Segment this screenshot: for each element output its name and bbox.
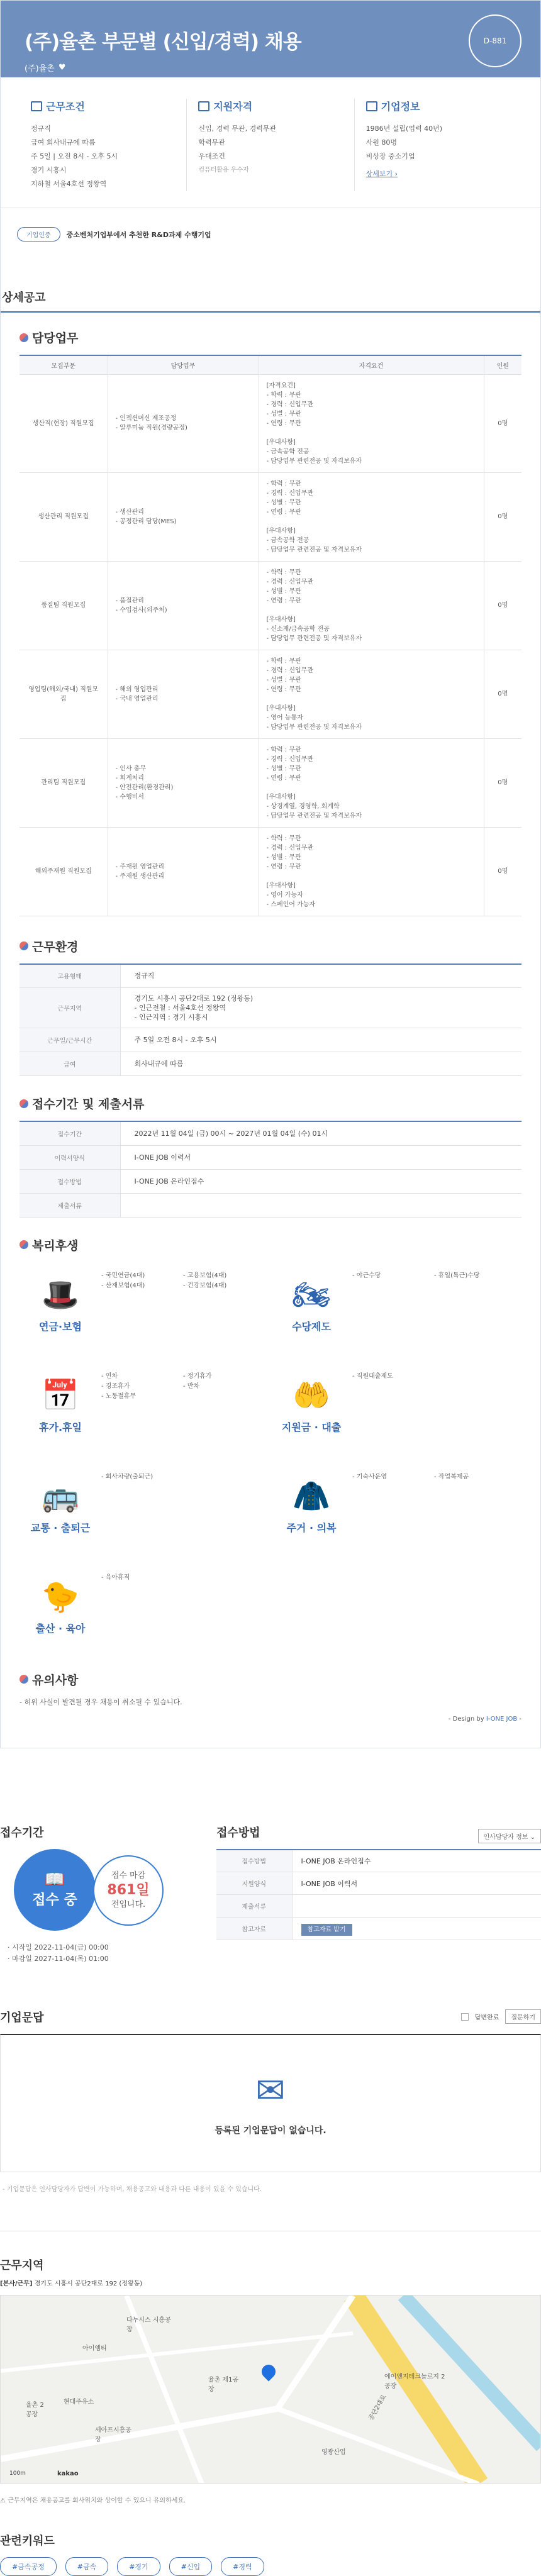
duty-count: 0명 xyxy=(484,561,521,650)
env-table xyxy=(20,963,521,1077)
company-name[interactable]: (주)율촌 xyxy=(25,64,55,74)
cond-line: 지하철 서울4호선 정왕역 xyxy=(31,180,107,188)
location-note: 근무지역은 채용공고를 회사위치와 상이할 수 있으니 유의하세요. xyxy=(8,2497,186,2504)
kv-value: 회사내규에 따름 xyxy=(120,1052,521,1076)
work-conditions-title: 근무조건 xyxy=(46,101,85,113)
notice-title: 유의사항 xyxy=(32,1673,79,1687)
company-info xyxy=(354,99,521,191)
map-label: 현대주유소 xyxy=(64,2398,94,2406)
apply-section xyxy=(0,1824,541,1965)
period-title: 접수기간 및 제출서류 xyxy=(32,1097,145,1111)
remain-circle xyxy=(93,1855,164,1926)
benefit-icon-block xyxy=(270,1372,352,1463)
duty-task: - 해외 영업관리 - 국내 영업관리 xyxy=(108,650,259,738)
dday-badge: D-881 xyxy=(469,14,521,67)
duty-req: - 학력 : 무관 - 경력 : 신입무관 - 성별 : 무관 - 연령 : 무관 [우대사항] - 신소재/금속공학 전공 - 담당업무 관련전공 및 자격보유자 xyxy=(259,561,484,650)
notice-text: - 허위 사실이 발견될 경우 채용이 취소될 수 있습니다. xyxy=(20,1697,182,1706)
apply-title: 접수기간 xyxy=(0,1826,44,1840)
map-label: 아이엠티 xyxy=(82,2345,107,2352)
remain-post: 전입니다. xyxy=(111,1899,146,1909)
duty-dept: 영업팀(해외/국내) 직원모집 xyxy=(20,650,108,738)
map-scale: 100m xyxy=(9,2470,26,2477)
benefit-icon: 🤲 xyxy=(293,1377,330,1413)
apply-status: 접수 중 xyxy=(32,1892,77,1908)
duty-row xyxy=(20,650,521,738)
bullet-dot-icon xyxy=(20,941,28,950)
addr-text: 경기도 시흥시 공단2대로 192 (정왕동) xyxy=(34,2280,143,2287)
method-value xyxy=(292,1895,541,1918)
apply-method xyxy=(208,1824,541,1965)
benefit-group xyxy=(20,1564,270,1665)
benefit-item: - 건강보험(4대) xyxy=(183,1282,227,1289)
benefit-icon: 🚌 xyxy=(42,1478,79,1514)
map-label: 다누시스 시흥공장 xyxy=(126,2316,171,2333)
duty-title: 담당업무 xyxy=(32,331,79,345)
kv-row xyxy=(20,1052,521,1076)
reference-download-button[interactable]: 참고자료 받기 xyxy=(301,1924,352,1936)
benefit-item: - 육아휴직 xyxy=(101,1574,130,1581)
cond-line: 주 5일 | 오전 8시 - 오후 5시 xyxy=(31,152,118,160)
map-label: 율촌 제1공장 xyxy=(208,2376,239,2393)
keyword-pill[interactable]: #경력 xyxy=(221,2557,264,2576)
method-title: 접수방법 xyxy=(216,1826,260,1840)
keyword-pill[interactable]: #금속 xyxy=(65,2557,108,2576)
qa-empty-text: 등록된 기업문답이 없습니다. xyxy=(215,2125,326,2136)
benefit-item: - 정기휴가 xyxy=(183,1372,212,1380)
benefit-name: 수당제도 xyxy=(292,1320,331,1333)
benefit-icon-block xyxy=(20,1271,101,1363)
qual-line: 우대조건 xyxy=(198,152,225,160)
addr-label: [본사/근무] xyxy=(0,2280,33,2287)
kv-key: 급여 xyxy=(20,1052,120,1076)
certification-text: 중소벤처기업부에서 추천한 R&D과제 수행기업 xyxy=(66,230,211,239)
kv-value: 주 5일 오전 8시 - 오후 5시 xyxy=(120,1028,521,1052)
location-title: 근무지역 xyxy=(0,2258,44,2272)
benefit-icon: 🎩 xyxy=(42,1277,79,1313)
status-circle xyxy=(14,1849,96,1931)
map-logo: kakao xyxy=(57,2470,79,2477)
welfare-title: 복리후생 xyxy=(32,1238,79,1253)
benefit-item: - 국민연금(4대) xyxy=(101,1272,145,1279)
map-label: 영광산업 xyxy=(321,2448,346,2456)
benefit-icon-block xyxy=(20,1573,101,1665)
kv-key: 고용형태 xyxy=(20,964,120,988)
kv-row xyxy=(20,1145,521,1169)
benefit-name: 출산 · 육아 xyxy=(35,1622,86,1635)
keyword-pill[interactable]: #신입 xyxy=(169,2557,212,2576)
benefit-icon: 🧥 xyxy=(293,1478,330,1514)
kv-row xyxy=(20,1193,521,1217)
duty-row xyxy=(20,374,521,472)
cond-line: 급여 회사내규에 따름 xyxy=(31,138,96,147)
benefit-items xyxy=(352,1372,510,1463)
duty-task: - 인사 총무 - 회계처리 - 안전관리(환경관리) - 수행비서 xyxy=(108,738,259,827)
kv-key: 접수기간 xyxy=(20,1121,120,1145)
kv-row xyxy=(20,1169,521,1193)
kv-key: 접수방법 xyxy=(20,1169,120,1193)
start-date: · 시작일 2022-11-04(금) 00:00 xyxy=(8,1943,109,1951)
qual-line: 학력무관 xyxy=(198,138,225,147)
cond-line: 경기 시흥시 xyxy=(31,166,67,174)
certification-pill: 기업인증 xyxy=(17,227,60,242)
map-label: 율촌 2공장 xyxy=(26,2401,44,2418)
answered-checkbox[interactable] xyxy=(461,2013,469,2021)
map[interactable] xyxy=(0,2295,541,2484)
benefit-icon: 🐤 xyxy=(42,1579,79,1614)
hr-contact-button[interactable]: 인사담당자 정보 ⌄ xyxy=(478,1829,541,1843)
benefit-icon-block xyxy=(270,1472,352,1564)
warning-icon: ⚠ xyxy=(0,2497,8,2504)
duty-count: 0명 xyxy=(484,827,521,916)
method-table xyxy=(216,1849,541,1941)
id-card-icon xyxy=(198,101,209,111)
bullet-dot-icon xyxy=(20,333,28,342)
benefit-item: - 노동절휴무 xyxy=(101,1392,137,1400)
duty-task: - 인젝션머신 제조공정 - 알루미늄 직원(경량공정) xyxy=(108,374,259,472)
duty-dept: 관리팀 직원모집 xyxy=(20,738,108,827)
kv-value: I-ONE JOB 이력서 xyxy=(120,1145,521,1169)
duty-row xyxy=(20,472,521,561)
duty-req: - 학력 : 무관 - 경력 : 신입무관 - 성별 : 무관 - 연령 : 무관 [우대사항] - 상경계열, 경영학, 회계학 - 담당업무 관련전공 및 자격보유자 xyxy=(259,738,484,827)
kv-value: 2022년 11월 04일 (금) 00시 ~ 2027년 01월 04일 (수) 01시 xyxy=(120,1121,521,1145)
duty-dept: 생산관리 직원모집 xyxy=(20,472,108,561)
duty-row xyxy=(20,561,521,650)
remain-days: 861일 xyxy=(107,1882,150,1898)
ask-question-button[interactable]: 질문하기 xyxy=(505,2009,541,2024)
benefit-items xyxy=(101,1472,259,1564)
qualifications xyxy=(186,99,354,191)
duty-req: [자격요건] - 학력 : 무관 - 경력 : 신입무관 - 성별 : 무관 - 연령 : 무관 [우대사항] - 금속공학 전공 - 담당업무 관련전공 및 자격보유자 xyxy=(259,374,484,472)
heart-icon[interactable]: ♥ xyxy=(58,63,66,72)
duty-dept: 해외주재원 직원모집 xyxy=(20,827,108,916)
env-title: 근무환경 xyxy=(32,940,79,954)
map-label: 에이엔지테크놀로지 2공장 xyxy=(384,2373,445,2390)
benefit-name: 교통 · 출퇴근 xyxy=(30,1521,91,1534)
design-credit xyxy=(20,1707,521,1748)
benefit-icon: 📅 xyxy=(42,1377,79,1413)
design-brand: I-ONE JOB xyxy=(486,1715,518,1723)
benefit-group xyxy=(270,1262,521,1363)
benefit-item: - 산재보험(4대) xyxy=(101,1282,145,1289)
method-key: 접수방법 xyxy=(216,1850,292,1872)
benefit-name: 휴가.휴일 xyxy=(39,1421,82,1433)
benefit-name: 연금·보험 xyxy=(39,1320,82,1333)
benefit-items xyxy=(352,1271,510,1363)
benefit-icon: 🏍 xyxy=(292,1277,331,1313)
method-key: 제출서류 xyxy=(216,1895,292,1918)
company-row xyxy=(25,62,516,74)
method-value: I-ONE JOB 온라인접수 xyxy=(292,1850,541,1872)
kv-key: 이력서양식 xyxy=(20,1145,120,1169)
map-label: 세아프시흥공장 xyxy=(95,2426,131,2443)
design-pre: - Design by xyxy=(448,1715,486,1723)
benefit-group xyxy=(20,1363,270,1463)
kv-row xyxy=(20,1121,521,1145)
kv-key: 근무지역 xyxy=(20,988,120,1028)
benefit-name: 주거 · 의복 xyxy=(286,1521,337,1534)
keywords-section xyxy=(0,2532,541,2576)
benefit-icon-block xyxy=(20,1372,101,1463)
kv-value: 경기도 시흥시 공단2대로 192 (정왕동) - 인근전철 : 서울4호선 정왕역 - 인근지역 : 경기 시흥시 xyxy=(120,988,521,1028)
bullet-dot-icon xyxy=(20,1240,28,1249)
qual-line: 신입, 경력 무관, 경력무관 xyxy=(198,125,277,133)
kv-row xyxy=(20,1028,521,1052)
qual-sub: 컴퓨터활용 우수자 xyxy=(198,167,249,174)
benefit-group xyxy=(270,1363,521,1463)
qa-empty xyxy=(0,2034,541,2172)
answered-label: 답변완료 xyxy=(474,2014,499,2021)
work-conditions xyxy=(20,99,186,191)
apply-period xyxy=(0,1824,208,1965)
benefit-icon-block xyxy=(20,1472,101,1564)
col-header: 담당업무 xyxy=(108,355,259,374)
duty-task: - 품질관리 - 수입검사(외주처) xyxy=(108,561,259,650)
kv-value xyxy=(120,1193,521,1217)
keyword-pill[interactable]: #경기 xyxy=(117,2557,160,2576)
duty-req: - 학력 : 무관 - 경력 : 신입무관 - 성별 : 무관 - 연령 : 무관 [우대사항] - 영어 능통자 - 담당업무 관련전공 및 자격보유자 xyxy=(259,650,484,738)
remain-pre: 접수 마감 xyxy=(111,1870,146,1880)
duty-dept: 품질팀 직원모집 xyxy=(20,561,108,650)
period-table xyxy=(20,1121,521,1218)
kv-row xyxy=(20,988,521,1028)
benefit-item: - 야근수당 xyxy=(352,1272,381,1279)
qa-note: - 기업문답은 인사담당자가 답변이 가능하며, 채용공고와 내용과 다른 내용이 있을 수 있습니다. xyxy=(0,2172,541,2231)
certification-row xyxy=(1,208,540,242)
envelope-icon: ✉ xyxy=(255,2070,286,2111)
benefit-item: - 반차 xyxy=(183,1382,200,1390)
page-title: (주)율촌 부문별 (신입/경력) 채용 xyxy=(25,31,301,53)
method-key: 지원양식 xyxy=(216,1872,292,1895)
benefit-item: - 연차 xyxy=(101,1372,118,1380)
kv-key: 제출서류 xyxy=(20,1193,120,1217)
benefit-group xyxy=(20,1463,270,1564)
benefit-group xyxy=(270,1463,521,1564)
location-section xyxy=(0,2257,541,2504)
benefit-item: - 고용보험(4대) xyxy=(183,1272,227,1279)
kv-value: I-ONE JOB 온라인접수 xyxy=(120,1169,521,1193)
benefit-group xyxy=(20,1262,270,1363)
method-key: 참고자료 xyxy=(216,1918,292,1940)
bullet-dot-icon xyxy=(20,1099,28,1108)
duty-task: - 생산관리 - 공정관리 담당(MES) xyxy=(108,472,259,561)
duty-count: 0명 xyxy=(484,472,521,561)
kv-row xyxy=(20,964,521,988)
col-header: 모집부문 xyxy=(20,355,108,374)
duty-row xyxy=(20,827,521,916)
keyword-pill[interactable]: #금속공정 xyxy=(0,2557,57,2576)
kv-value: 정규직 xyxy=(120,964,521,988)
cond-line: 정규직 xyxy=(31,125,51,133)
benefit-items xyxy=(101,1271,259,1363)
benefit-icon-block xyxy=(270,1271,352,1363)
calendar-icon xyxy=(31,101,42,111)
col-header: 인원 xyxy=(484,355,521,374)
duty-count: 0명 xyxy=(484,650,521,738)
section-title: 상세공고 xyxy=(1,242,540,313)
duty-count: 0명 xyxy=(484,374,521,472)
end-date: · 마감일 2027-11-04(목) 01:00 xyxy=(8,1954,109,1963)
book-icon: 📖 xyxy=(44,1870,65,1889)
method-value: I-ONE JOB 이력서 xyxy=(292,1872,541,1895)
qa-section xyxy=(0,2009,541,2231)
benefit-item: - 회사차량(출퇴근) xyxy=(101,1473,153,1480)
benefit-item: - 휴일(특근)수당 xyxy=(434,1272,480,1279)
map-label: 공단2대로 xyxy=(367,2393,388,2422)
map-canvas xyxy=(1,2296,541,2484)
qualifications-title: 지원자격 xyxy=(213,101,253,113)
benefit-items xyxy=(352,1472,510,1564)
benefit-item: - 기숙사운영 xyxy=(352,1473,388,1480)
info-line: 사원 80명 xyxy=(365,138,398,147)
duty-count: 0명 xyxy=(484,738,521,827)
duty-row xyxy=(20,738,521,827)
keywords-title: 관련키워드 xyxy=(0,2534,55,2548)
col-header: 자격요건 xyxy=(259,355,484,374)
duty-req: - 학력 : 무관 - 경력 : 신입무관 - 성별 : 무관 - 연령 : 무관 [우대사항] - 금속공학 전공 - 담당업무 관련전공 및 자격보유자 xyxy=(259,472,484,561)
design-post: - xyxy=(517,1715,521,1723)
benefit-items xyxy=(101,1573,259,1665)
company-detail-link[interactable]: 상세보기 › xyxy=(365,170,398,178)
duty-table xyxy=(20,355,521,916)
info-line: 비상장 중소기업 xyxy=(365,152,415,160)
duty-task: - 주재원 영업관리 - 주재원 생산관리 xyxy=(108,827,259,916)
benefit-items xyxy=(101,1372,259,1463)
company-info-title: 기업정보 xyxy=(381,101,420,113)
benefit-name: 지원금 · 대출 xyxy=(281,1421,342,1433)
qa-title: 기업문답 xyxy=(0,2011,44,2024)
benefit-item: - 경조휴가 xyxy=(101,1382,130,1390)
benefit-item: - 직원대출제도 xyxy=(352,1372,393,1380)
info-line: 1986년 설립(업력 40년) xyxy=(365,125,442,133)
building-icon xyxy=(366,101,377,111)
hero-banner xyxy=(1,1,540,77)
benefits-grid xyxy=(20,1262,521,1665)
duty-req: - 학력 : 무관 - 경력 : 신입무관 - 성별 : 무관 - 연령 : 무관 [우대사항] - 영어 가능자 - 스페인어 가능자 xyxy=(259,827,484,916)
kv-key: 근무일/근무시간 xyxy=(20,1028,120,1052)
duty-dept: 생산직(현장) 직원모집 xyxy=(20,374,108,472)
bullet-dot-icon xyxy=(20,1675,28,1684)
benefit-item: - 작업복제공 xyxy=(434,1473,469,1480)
summary-section xyxy=(1,77,540,208)
